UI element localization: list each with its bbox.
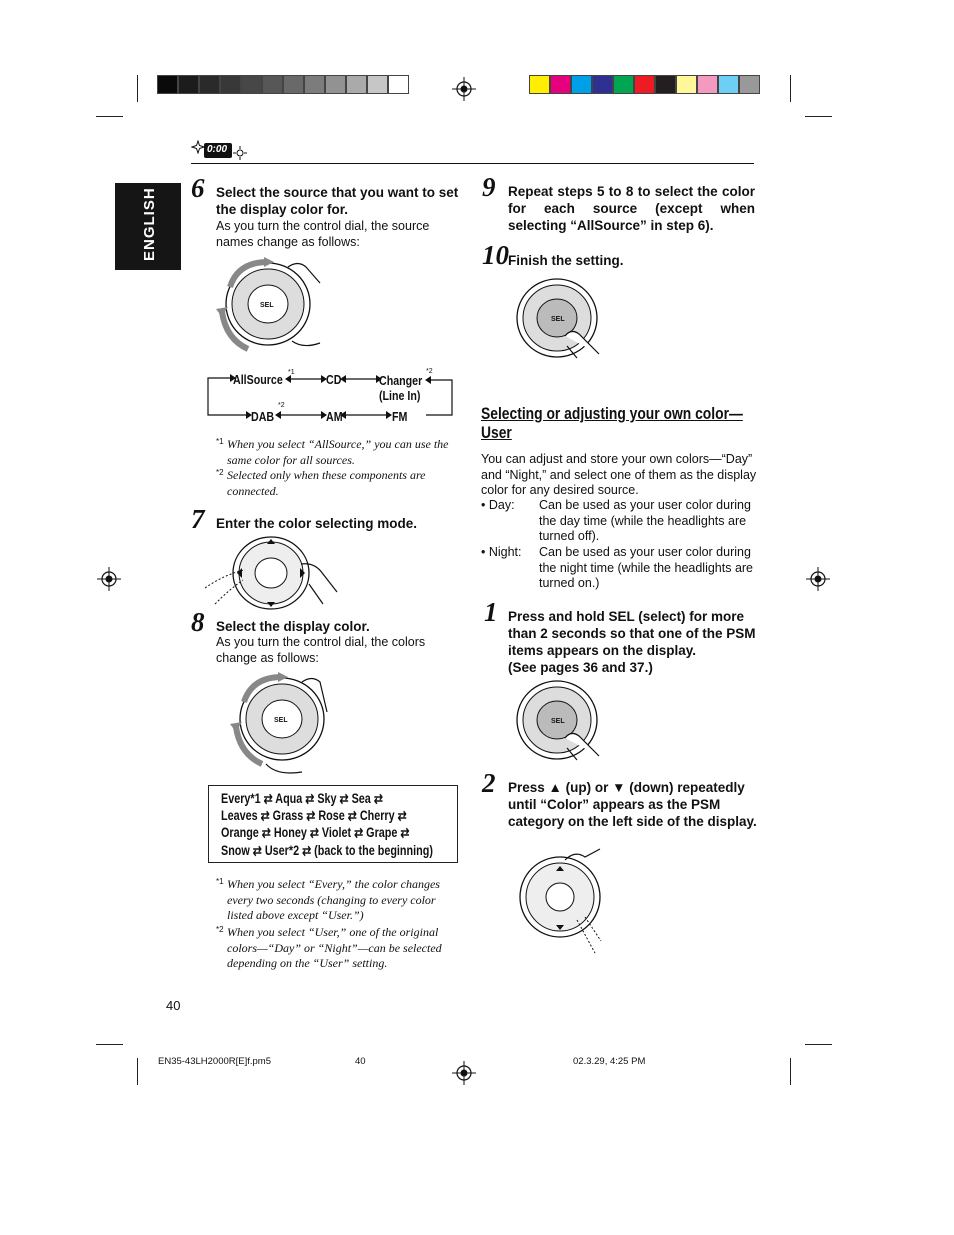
source-am: AM xyxy=(326,409,343,424)
note-text: Selected only when these components are connected. xyxy=(227,468,426,498)
color-cycle-line: Orange ⇄ Honey ⇄ Violet ⇄ Grape ⇄ xyxy=(221,825,410,840)
color-swatch xyxy=(655,75,676,94)
registration-target-icon xyxy=(806,567,830,591)
step-number: 2 xyxy=(482,768,496,798)
source-allsource: AllSource xyxy=(233,372,283,387)
color-swatch xyxy=(262,75,283,94)
step-number: 1 xyxy=(484,597,498,627)
step-body: As you turn the control dial, the colors change as follows: xyxy=(216,635,426,665)
color-swatch xyxy=(283,75,304,94)
color-cycle-line: Snow ⇄ User*2 ⇄ (back to the beginning) xyxy=(221,843,433,858)
color-swatch xyxy=(697,75,718,94)
crop-mark xyxy=(137,1058,138,1085)
note-mark: *1 xyxy=(216,437,224,446)
step-see-pages: (See pages 36 and 37.) xyxy=(508,660,653,675)
note-mark: *2 xyxy=(216,925,224,934)
step-title: Press and hold SEL (select) for more than 2 seconds so that one of the PSM items appears on the display. xyxy=(508,609,756,658)
bullet-text: Can be used as your user color during the night time (while the headlights are turned on.) xyxy=(539,545,754,590)
dimmer-icon xyxy=(233,146,247,160)
source-cd: CD xyxy=(326,372,342,387)
bullet-label: • Day: xyxy=(481,498,515,512)
note-text: When you select “AllSource,” you can use the same color for all sources. xyxy=(227,437,449,467)
color-swatch xyxy=(241,75,262,94)
bullet-label: • Night: xyxy=(481,545,522,559)
source-fm: FM xyxy=(392,409,408,424)
source-line-in: (Line In) xyxy=(379,388,421,403)
color-swatch xyxy=(529,75,550,94)
color-cycle-line: Every*1 ⇄ Aqua ⇄ Sky ⇄ Sea ⇄ xyxy=(221,791,383,806)
step-title: Select the display color. xyxy=(216,619,370,634)
sel-button-press-illustration xyxy=(515,276,605,361)
crop-mark xyxy=(96,1044,123,1045)
svg-text:SEL: SEL xyxy=(274,717,288,724)
language-label: ENGLISH xyxy=(141,187,158,261)
header-rule xyxy=(191,163,754,164)
grayscale-bar xyxy=(157,75,409,94)
registration-target-icon xyxy=(452,1061,476,1085)
color-bar xyxy=(529,75,760,94)
color-cycle-box xyxy=(208,785,458,863)
footer-file: EN35-43LH2000R[E]f.pm5 xyxy=(158,1056,272,1067)
crop-mark xyxy=(790,1058,791,1085)
step-title: Finish the setting. xyxy=(508,253,624,268)
color-swatch xyxy=(304,75,325,94)
step-title: Select the source that you want to set the display color for. xyxy=(216,185,459,217)
step-title: Enter the color selecting mode. xyxy=(216,516,418,531)
up-down-button-illustration xyxy=(515,845,605,955)
color-cycle-line: Leaves ⇄ Grass ⇄ Rose ⇄ Cherry ⇄ xyxy=(221,808,407,823)
step-title: Repeat steps 5 to 8 to select the color for each source (except when selecting “AllSource” in step 6). xyxy=(508,184,755,233)
step-number: 10 xyxy=(482,240,509,270)
step-number: 7 xyxy=(191,504,205,534)
note-mark: *1 xyxy=(216,877,224,886)
step-number: 8 xyxy=(191,607,205,637)
note-text: When you select “User,” one of the original colors—“Day” or “Night”—can be selected depending on the “User” setting. xyxy=(227,925,442,970)
color-swatch xyxy=(718,75,739,94)
svg-text:SEL: SEL xyxy=(260,302,274,309)
color-swatch xyxy=(676,75,697,94)
section-heading: Selecting or adjusting your own color—User xyxy=(481,405,743,442)
section-intro: You can adjust and store your own colors—“Day” and “Night,” and select one of them as the display color for any desired source. xyxy=(481,452,757,497)
page-number: 40 xyxy=(166,998,181,1013)
control-dial-rotate-illustration xyxy=(222,672,342,777)
color-swatch xyxy=(157,75,178,94)
color-swatch xyxy=(634,75,655,94)
step-title: Press ▲ (up) or ▼ (down) repeatedly until “Color” appears as the PSM category on the left side of the display. xyxy=(508,780,757,829)
registration-target-icon xyxy=(452,77,476,101)
control-dial-rotate-illustration xyxy=(208,257,328,362)
language-tab xyxy=(115,183,181,270)
sel-button-press-illustration xyxy=(515,678,605,763)
crop-mark xyxy=(137,75,138,102)
note-mark: *2 xyxy=(216,468,224,477)
crop-mark xyxy=(805,116,832,117)
color-swatch xyxy=(199,75,220,94)
step-number: 6 xyxy=(191,173,205,203)
color-swatch xyxy=(613,75,634,94)
four-way-pad-illustration xyxy=(205,534,340,612)
bullet-text: Can be used as your user color during the day time (while the headlights are turned off). xyxy=(539,498,751,543)
footnote-mark: *2 xyxy=(278,402,285,409)
footnote-mark: *2 xyxy=(426,368,433,375)
source-changer: Changer xyxy=(379,373,423,388)
clock-time: 0:00 xyxy=(207,144,228,155)
crop-mark xyxy=(805,1044,832,1045)
step-body: As you turn the control dial, the source names change as follows: xyxy=(216,219,430,249)
clock-display xyxy=(204,143,232,158)
crop-mark xyxy=(96,116,123,117)
color-swatch xyxy=(325,75,346,94)
color-swatch xyxy=(178,75,199,94)
color-swatch xyxy=(388,75,409,94)
footer-date: 02.3.29, 4:25 PM xyxy=(573,1056,646,1067)
crop-mark xyxy=(790,75,791,102)
color-swatch xyxy=(367,75,388,94)
svg-text:SEL: SEL xyxy=(551,316,565,323)
sun-icon xyxy=(191,140,205,154)
source-dab: DAB xyxy=(251,409,275,424)
color-swatch xyxy=(550,75,571,94)
color-swatch xyxy=(571,75,592,94)
step-number: 9 xyxy=(482,172,496,202)
svg-text:SEL: SEL xyxy=(551,718,565,725)
registration-target-icon xyxy=(97,567,121,591)
color-swatch xyxy=(220,75,241,94)
footer-page: 40 xyxy=(355,1056,366,1067)
color-swatch xyxy=(739,75,760,94)
color-swatch xyxy=(346,75,367,94)
note-text: When you select “Every,” the color changes every two seconds (changing to every color listed above except “User.”) xyxy=(227,877,440,922)
color-swatch xyxy=(592,75,613,94)
footnote-mark: *1 xyxy=(288,369,295,376)
